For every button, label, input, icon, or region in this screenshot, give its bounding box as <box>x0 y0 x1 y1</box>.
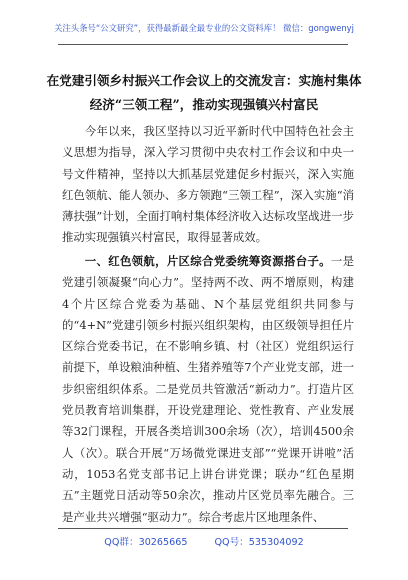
header-notice[interactable]: 关注头条号“公文研究”，获得最新最全最专业的公文资料库！ 微信：gongwenyj <box>54 23 354 33</box>
section-1-heading: 一、红色领航，片区综合党委统筹资源搭台子。 <box>84 254 331 268</box>
document-title-line-1: 在党建引领乡村振兴工作会议上的交流发言：实施村集体 <box>46 73 362 88</box>
intro-paragraph: 今年以来，我区坚持以习近平新时代中国特色社会主义思想为指导，深入学习贯彻中央农村工作会议和中央一号文件精神，坚持以大抓基层党建促乡村振兴，深入实施红色领航、能人领办、多方领跑“三领工程”，深入实施“消薄扶强”计划，全面打响村集体经济收入达标攻坚战进一步推动实现强镇兴村富民，取得显著成效。 <box>62 124 354 245</box>
section-1-body: 一是党建引领凝聚“向心力”。坚持两不改、两不增原则，构建4个片区综合党委为基础、N个基层党组织共同参与的“4+N”党建引领乡村振兴组织架构，由区级领导担任片区综合党委书记，在不影响乡镇、村（社区）党组织运行前提下，单设粮油种植、生猪养殖等7个产业党支部，进一步织密组织体系。二是党员共管激活“新动力”。打造片区党员教育培训集群，开设党建理论、党性教育、产业发展等32门课程，开展各类培训300余场（次），培训4500余人（次）。联合开展“万场微党课进支部”“党课开讲啦”活动，1053名党支部书记上讲台讲党课；联办“红色星期五”主题党日活动等50余次，推动片区党员率先融合。三是产业共兴增强“驱动力”。综合考虑片区地理条件、 <box>62 254 355 524</box>
footer-contact[interactable]: QQ群：30265665 QQ号：535304092 <box>104 537 304 548</box>
footer-divider <box>58 528 348 529</box>
document-title-line-2: 经济“三领工程”，推动实现强镇兴村富民 <box>89 97 319 112</box>
header-divider <box>58 44 348 45</box>
section-1-paragraph <box>62 251 354 528</box>
